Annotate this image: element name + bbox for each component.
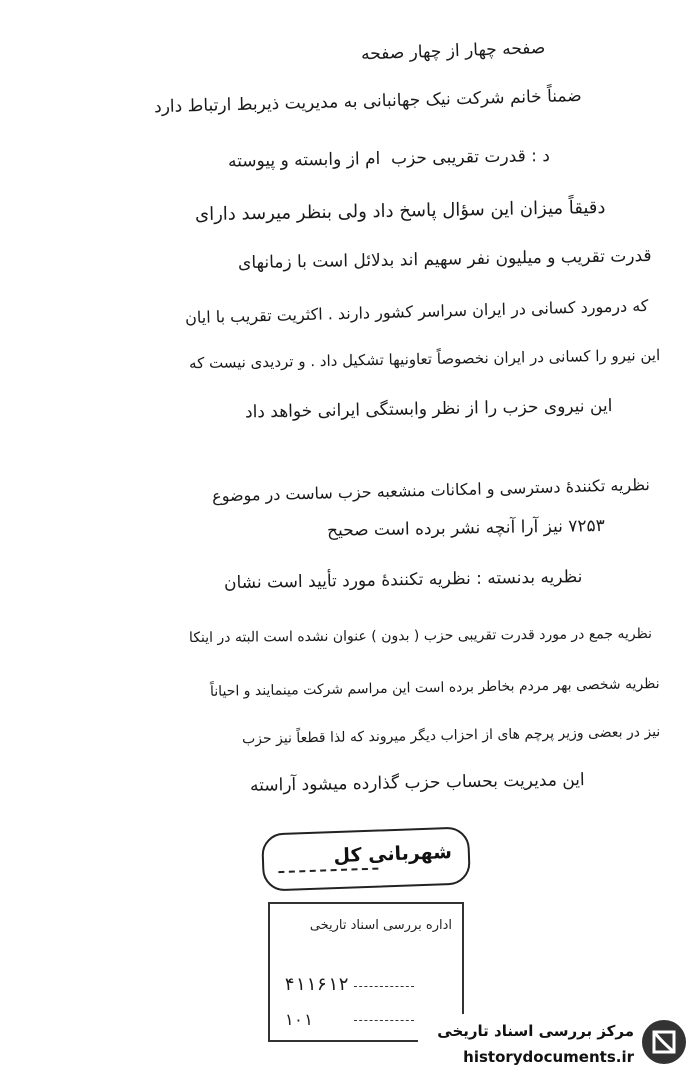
archive-dash-2 — [354, 1020, 414, 1021]
text-line-8: نظریه تکنندۀ دسترسی و امکانات منشعبه حزب ساست در موضوع — [212, 475, 651, 506]
text-line-13: نیز در بعضی وزیر پرچم های از احزاب دیگر میروند که لذا قطعاً نیز حزب — [241, 724, 661, 748]
archive-stamp-title: اداره بررسی اسناد تاریخی — [309, 918, 452, 933]
footer-url[interactable]: historydocuments.ir — [463, 1048, 634, 1066]
text-line-6: این نیرو را کسانی در ایران نخصوصاً تعاونیها تشکیل داد . و تردیدی نیست که — [188, 346, 661, 373]
text-line-3: دقیقاً میزان این سؤال پاسخ داد ولی بنظر میرسد دارای — [194, 197, 606, 226]
text-line-10: نظریه بدنسته : نظریه تکنندۀ مورد تأیید است نشان — [223, 567, 583, 594]
text-line-4: قدرت تقریب و میلیون نفر سهیم اند بدلائل است با زمانهای — [238, 246, 653, 274]
page-number-line: صفحه چهار از چهار صفحه — [360, 38, 546, 65]
footer-watermark — [418, 1014, 694, 1076]
police-stamp — [261, 826, 471, 891]
text-line-7: این نیروی حزب را از نظر وابستگی ایرانی خواهد داد — [244, 396, 613, 423]
text-line-14: این مدیریت بحساب حزب گذارده میشود آراسته — [250, 770, 586, 796]
text-line-1: ضمناً خانم شرکت نیک جهانبانی به مدیریت ذیربط ارتباط دارد — [154, 86, 583, 118]
text-line-2: د : قدرت تقریبی حزب ‌ ام از وابسته و پیوسته — [228, 146, 551, 172]
stamp-title: شهربانی کل — [333, 841, 453, 868]
stamp-dashed-line — [278, 868, 378, 873]
text-line-11: نظریه جمع در مورد قدرت تقریبی حزب ( بدون ) عنوان نشده است البته در اینکا — [188, 626, 653, 647]
archive-number-2: ۱۰۱ — [284, 1010, 313, 1029]
text-line-12: نظریه شخصی بهر مردم بخاطر برده است این مراسم شرکت مینمایند و احیاناً — [210, 676, 661, 700]
text-line-9: ۷۲۵۳ نیز آرا آنچه نشر برده است صحیح — [327, 516, 606, 541]
archive-number-1: ۴۱۱۶۱۲ — [284, 974, 350, 995]
archive-logo-icon — [640, 1018, 688, 1066]
footer-title: مرکز بررسی اسناد تاریخی — [437, 1022, 634, 1040]
text-line-5: که درمورد کسانی در ایران سراسر کشور دارند . اکثریت تقریب با ایان — [184, 296, 649, 328]
archive-dash-1 — [354, 986, 414, 987]
